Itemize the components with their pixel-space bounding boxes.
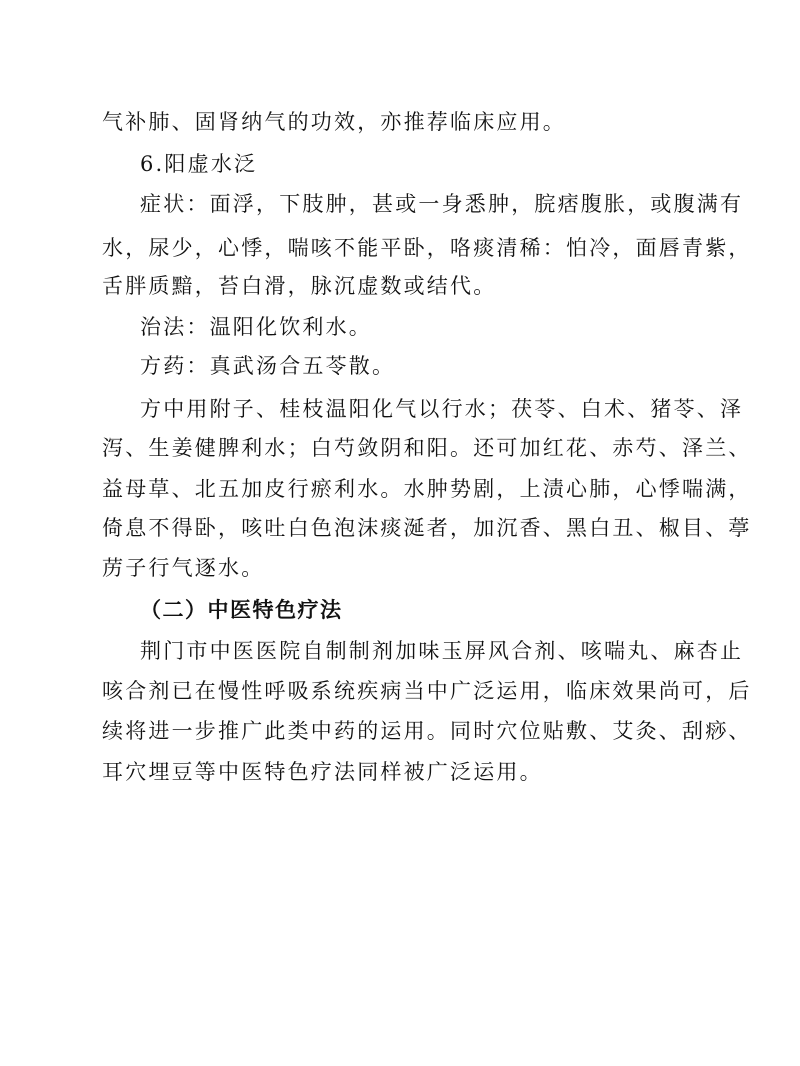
treatment-principle-line: 治法：温阳化饮利水。 — [140, 315, 372, 339]
paragraph-continuation-line: 气补肺、固肾纳气的功效，亦推荐临床应用。 — [102, 110, 566, 134]
therapies-paragraph-line-3: 续将进一步推广此类中药的运用。同时穴位贴敷、艾灸、刮痧、 — [102, 719, 752, 743]
therapies-paragraph-line-1: 荆门市中医医院自制制剂加味玉屏风合剂、咳喘丸、麻杏止 — [140, 639, 744, 663]
subsection-heading-tcm-therapies: （二）中医特色疗法 — [140, 597, 343, 622]
prescription-explanation-line-5: 苈子行气逐水。 — [102, 556, 265, 580]
therapies-paragraph-line-4: 耳穴埋豆等中医特色疗法同样被广泛运用。 — [102, 760, 543, 784]
prescription-explanation-line-4: 倚息不得卧，咳吐白色泡沫痰涎者，加沉香、黑白丑、椒目、葶 — [102, 516, 752, 540]
symptoms-line-2: 水，尿少，心悸，喘咳不能平卧，咯痰清稀：怕冷，面唇青紫， — [102, 236, 752, 260]
symptoms-line-1: 症状：面浮，下肢肿，甚或一身悉肿，脘痞腹胀，或腹满有 — [140, 192, 744, 216]
prescription-explanation-line-1: 方中用附子、桂枝温阳化气以行水；茯苓、白术、猪苓、泽 — [140, 397, 744, 421]
prescription-line: 方药：真武汤合五苓散。 — [140, 354, 396, 378]
symptoms-line-3: 舌胖质黯，苔白滑，脉沉虚数或结代。 — [102, 274, 497, 298]
therapies-paragraph-line-2: 咳合剂已在慢性呼吸系统疾病当中广泛运用，临床效果尚可，后 — [102, 679, 752, 703]
prescription-explanation-line-3: 益母草、北五加皮行瘀利水。水肿势剧，上渍心肺，心悸喘满， — [102, 477, 752, 501]
prescription-explanation-line-2: 泻、生姜健脾利水；白芍敛阴和阳。还可加红花、赤芍、泽兰、 — [102, 436, 752, 460]
section-heading-yang-deficiency: 6.阳虚水泛 — [140, 152, 258, 176]
